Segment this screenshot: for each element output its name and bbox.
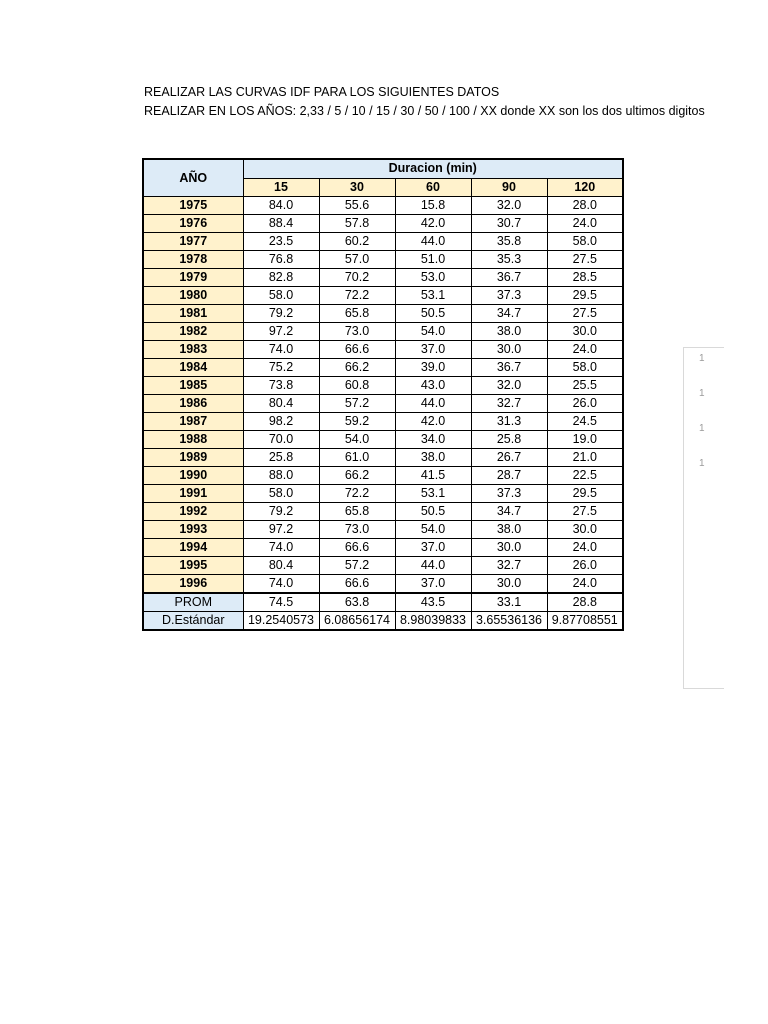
chart-axis-tick: 1 <box>699 458 705 469</box>
value-cell: 57.2 <box>319 395 395 413</box>
stats-row <box>143 612 623 631</box>
duration-header-120: 120 <box>547 178 623 197</box>
value-cell: 66.6 <box>319 341 395 359</box>
year-cell: 1977 <box>143 233 243 251</box>
value-cell: 80.4 <box>243 395 319 413</box>
value-cell: 32.7 <box>471 557 547 575</box>
year-cell: 1995 <box>143 557 243 575</box>
value-cell: 55.6 <box>319 197 395 215</box>
value-cell: 70.0 <box>243 431 319 449</box>
value-cell: 19.0 <box>547 431 623 449</box>
value-cell: 37.0 <box>395 539 471 557</box>
value-cell: 27.5 <box>547 503 623 521</box>
value-cell: 58.0 <box>243 485 319 503</box>
value-cell: 51.0 <box>395 251 471 269</box>
value-cell: 43.0 <box>395 377 471 395</box>
value-cell: 30.0 <box>547 521 623 539</box>
duration-header-30: 30 <box>319 178 395 197</box>
value-cell: 38.0 <box>471 521 547 539</box>
value-cell: 98.2 <box>243 413 319 431</box>
table-row <box>143 449 623 467</box>
value-cell: 74.0 <box>243 341 319 359</box>
year-cell: 1975 <box>143 197 243 215</box>
stats-value-cell: 74.5 <box>243 593 319 612</box>
year-cell: 1990 <box>143 467 243 485</box>
value-cell: 30.0 <box>471 341 547 359</box>
value-cell: 38.0 <box>395 449 471 467</box>
table-row <box>143 287 623 305</box>
value-cell: 84.0 <box>243 197 319 215</box>
value-cell: 37.0 <box>395 341 471 359</box>
table-row <box>143 485 623 503</box>
chart-axis-tick: 1 <box>699 388 705 399</box>
value-cell: 24.0 <box>547 575 623 594</box>
value-cell: 66.2 <box>319 359 395 377</box>
duration-group-header: Duracion (min) <box>243 159 623 178</box>
value-cell: 60.8 <box>319 377 395 395</box>
duration-header-15: 15 <box>243 178 319 197</box>
value-cell: 22.5 <box>547 467 623 485</box>
table-row <box>143 575 623 594</box>
value-cell: 32.0 <box>471 377 547 395</box>
value-cell: 72.2 <box>319 485 395 503</box>
value-cell: 53.1 <box>395 485 471 503</box>
year-cell: 1976 <box>143 215 243 233</box>
chart-axis-tick: 1 <box>699 423 705 434</box>
table-row <box>143 215 623 233</box>
value-cell: 30.0 <box>471 575 547 594</box>
table-row <box>143 197 623 215</box>
stats-value-cell: 43.5 <box>395 593 471 612</box>
year-cell: 1994 <box>143 539 243 557</box>
table-row <box>143 395 623 413</box>
stats-value-cell: 6.08656174 <box>319 612 395 631</box>
value-cell: 73.0 <box>319 521 395 539</box>
table-row <box>143 377 623 395</box>
value-cell: 66.2 <box>319 467 395 485</box>
value-cell: 79.2 <box>243 305 319 323</box>
value-cell: 58.0 <box>547 233 623 251</box>
value-cell: 57.8 <box>319 215 395 233</box>
table-row <box>143 431 623 449</box>
rainfall-data-table <box>142 158 624 631</box>
value-cell: 27.5 <box>547 251 623 269</box>
stats-value-cell: 3.65536136 <box>471 612 547 631</box>
value-cell: 42.0 <box>395 413 471 431</box>
stats-value-cell: 63.8 <box>319 593 395 612</box>
value-cell: 24.0 <box>547 215 623 233</box>
value-cell: 70.2 <box>319 269 395 287</box>
value-cell: 44.0 <box>395 233 471 251</box>
value-cell: 50.5 <box>395 503 471 521</box>
value-cell: 88.4 <box>243 215 319 233</box>
value-cell: 34.7 <box>471 305 547 323</box>
value-cell: 29.5 <box>547 485 623 503</box>
value-cell: 24.5 <box>547 413 623 431</box>
table-row <box>143 503 623 521</box>
value-cell: 97.2 <box>243 323 319 341</box>
value-cell: 24.0 <box>547 539 623 557</box>
value-cell: 65.8 <box>319 305 395 323</box>
table-row <box>143 323 623 341</box>
value-cell: 30.0 <box>547 323 623 341</box>
value-cell: 57.0 <box>319 251 395 269</box>
year-cell: 1985 <box>143 377 243 395</box>
value-cell: 31.3 <box>471 413 547 431</box>
instruction-line-1: REALIZAR LAS CURVAS IDF PARA LOS SIGUIENTES DATOS <box>144 85 500 99</box>
value-cell: 54.0 <box>395 521 471 539</box>
value-cell: 88.0 <box>243 467 319 485</box>
value-cell: 25.8 <box>243 449 319 467</box>
year-cell: 1989 <box>143 449 243 467</box>
value-cell: 79.2 <box>243 503 319 521</box>
table-row <box>143 413 623 431</box>
value-cell: 58.0 <box>547 359 623 377</box>
year-cell: 1981 <box>143 305 243 323</box>
value-cell: 74.0 <box>243 575 319 594</box>
value-cell: 36.7 <box>471 359 547 377</box>
duration-header-90: 90 <box>471 178 547 197</box>
table-row <box>143 539 623 557</box>
value-cell: 42.0 <box>395 215 471 233</box>
table-row <box>143 233 623 251</box>
value-cell: 44.0 <box>395 395 471 413</box>
value-cell: 97.2 <box>243 521 319 539</box>
value-cell: 41.5 <box>395 467 471 485</box>
value-cell: 35.3 <box>471 251 547 269</box>
value-cell: 74.0 <box>243 539 319 557</box>
value-cell: 28.0 <box>547 197 623 215</box>
stats-value-cell: 9.87708551 <box>547 612 623 631</box>
value-cell: 54.0 <box>319 431 395 449</box>
value-cell: 75.2 <box>243 359 319 377</box>
value-cell: 23.5 <box>243 233 319 251</box>
table-row <box>143 359 623 377</box>
year-cell: 1991 <box>143 485 243 503</box>
value-cell: 26.7 <box>471 449 547 467</box>
duration-header-60: 60 <box>395 178 471 197</box>
table-row <box>143 521 623 539</box>
value-cell: 34.7 <box>471 503 547 521</box>
stats-row <box>143 593 623 612</box>
table-row <box>143 467 623 485</box>
value-cell: 60.2 <box>319 233 395 251</box>
year-cell: 1988 <box>143 431 243 449</box>
year-cell: 1984 <box>143 359 243 377</box>
value-cell: 61.0 <box>319 449 395 467</box>
value-cell: 57.2 <box>319 557 395 575</box>
value-cell: 28.5 <box>547 269 623 287</box>
value-cell: 29.5 <box>547 287 623 305</box>
value-cell: 50.5 <box>395 305 471 323</box>
value-cell: 26.0 <box>547 557 623 575</box>
value-cell: 66.6 <box>319 539 395 557</box>
value-cell: 36.7 <box>471 269 547 287</box>
value-cell: 44.0 <box>395 557 471 575</box>
value-cell: 80.4 <box>243 557 319 575</box>
value-cell: 30.7 <box>471 215 547 233</box>
value-cell: 30.0 <box>471 539 547 557</box>
value-cell: 72.2 <box>319 287 395 305</box>
value-cell: 66.6 <box>319 575 395 594</box>
value-cell: 25.8 <box>471 431 547 449</box>
year-cell: 1992 <box>143 503 243 521</box>
table-row <box>143 269 623 287</box>
table-row <box>143 341 623 359</box>
value-cell: 15.8 <box>395 197 471 215</box>
year-cell: 1982 <box>143 323 243 341</box>
year-column-header: AÑO <box>143 159 243 197</box>
value-cell: 73.8 <box>243 377 319 395</box>
value-cell: 35.8 <box>471 233 547 251</box>
year-cell: 1978 <box>143 251 243 269</box>
year-cell: 1983 <box>143 341 243 359</box>
value-cell: 73.0 <box>319 323 395 341</box>
value-cell: 76.8 <box>243 251 319 269</box>
chart-axis-tick: 1 <box>699 353 705 364</box>
stats-value-cell: 33.1 <box>471 593 547 612</box>
year-cell: 1987 <box>143 413 243 431</box>
value-cell: 39.0 <box>395 359 471 377</box>
value-cell: 37.0 <box>395 575 471 594</box>
year-cell: 1993 <box>143 521 243 539</box>
value-cell: 65.8 <box>319 503 395 521</box>
value-cell: 26.0 <box>547 395 623 413</box>
stats-value-cell: 28.8 <box>547 593 623 612</box>
value-cell: 32.7 <box>471 395 547 413</box>
year-cell: 1986 <box>143 395 243 413</box>
value-cell: 37.3 <box>471 485 547 503</box>
value-cell: 27.5 <box>547 305 623 323</box>
stats-label: PROM <box>143 593 243 612</box>
chart-frame-edge <box>683 347 724 689</box>
value-cell: 53.0 <box>395 269 471 287</box>
value-cell: 37.3 <box>471 287 547 305</box>
stats-value-cell: 19.2540573 <box>243 612 319 631</box>
value-cell: 25.5 <box>547 377 623 395</box>
stats-value-cell: 8.98039833 <box>395 612 471 631</box>
stats-label: D.Estándar <box>143 612 243 631</box>
value-cell: 32.0 <box>471 197 547 215</box>
value-cell: 58.0 <box>243 287 319 305</box>
table-row <box>143 557 623 575</box>
table-row <box>143 305 623 323</box>
value-cell: 34.0 <box>395 431 471 449</box>
year-cell: 1980 <box>143 287 243 305</box>
value-cell: 59.2 <box>319 413 395 431</box>
value-cell: 53.1 <box>395 287 471 305</box>
year-cell: 1979 <box>143 269 243 287</box>
year-cell: 1996 <box>143 575 243 594</box>
table-row <box>143 251 623 269</box>
value-cell: 21.0 <box>547 449 623 467</box>
value-cell: 54.0 <box>395 323 471 341</box>
value-cell: 24.0 <box>547 341 623 359</box>
instruction-line-2: REALIZAR EN LOS AÑOS: 2,33 / 5 / 10 / 15 / 30 / 50 / 100 / XX donde XX son los dos ultimos digitos <box>144 104 705 118</box>
value-cell: 38.0 <box>471 323 547 341</box>
value-cell: 82.8 <box>243 269 319 287</box>
value-cell: 28.7 <box>471 467 547 485</box>
